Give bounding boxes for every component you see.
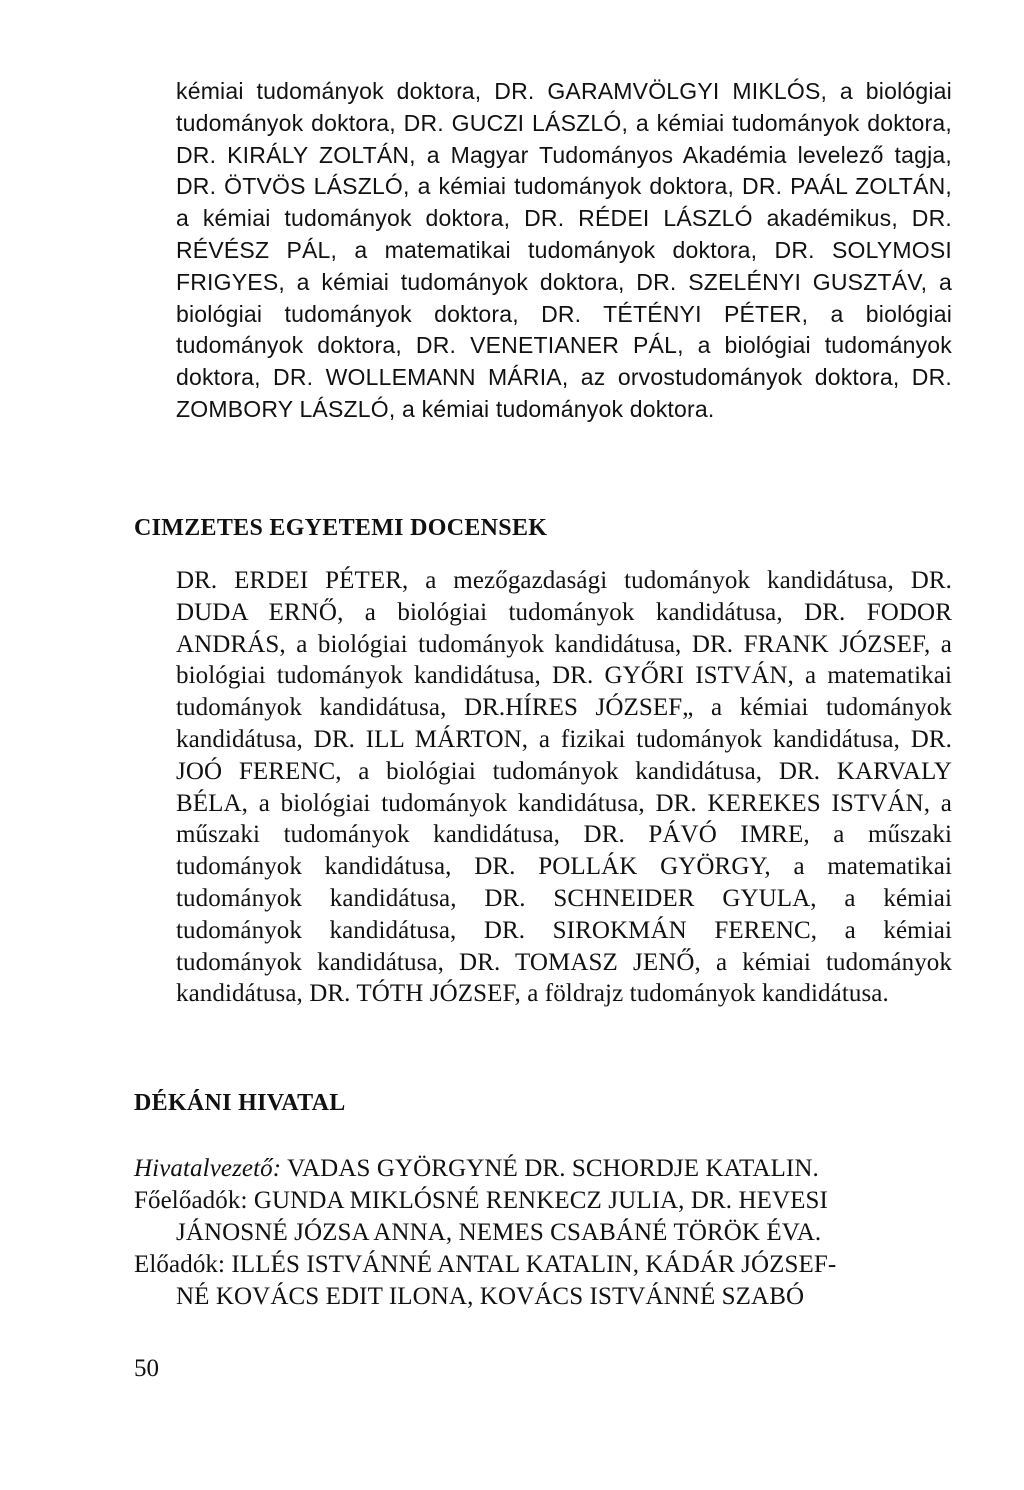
section-heading-cimzetes-egyetemi-docensek: CIMZETES EGYETEMI DOCENSEK [134,515,548,541]
doctors-list-paragraph: kémiai tudományok doktora, DR. GARAMVÖLGYI MIKLÓS, a biológiai tudományok doktora, DR. GUCZI LÁSZLÓ, a kémiai tudományok doktora, DR. KIRÁLY ZOLTÁN, a Magyar Tudományos Akadémia levelező tagja, DR. ÖTVÖS LÁSZLÓ, a kémiai tudományok doktora, DR. PAÁL ZOLTÁN, a kémiai tudományok doktora, DR. RÉDEI LÁSZLÓ akadémikus, DR. RÉVÉSZ PÁL, a matematikai tudományok doktora, DR. SOLYMOSI FRIGYES, a kémiai tudományok doktora, DR. SZELÉNYI GUSZTÁV, a biológiai tudományok doktora, DR. TÉTÉNYI PÉTER, a biológiai tudományok doktora, DR. VENETIANER PÁL, a biológiai tudományok doktora, DR. WOLLEMANN MÁRIA, az orvostudományok doktora, DR. ZOMBORY LÁSZLÓ, a kémiai tudományok doktora. [176,78,952,422]
section-heading-dekani-hivatal: DÉKÁNI HIVATAL [134,1090,346,1116]
senior-clerks-label: Főelőadók: [134,1187,248,1214]
page-number: 50 [134,1355,159,1382]
clerks-value-line-2: NÉ KOVÁCS EDIT ILONA, KOVÁCS ISTVÁNNÉ SZABÓ [176,1282,805,1310]
docents-list-paragraph: DR. ERDEI PÉTER, a mezőgazdasági tudományok kandidátusa, DR. DUDA ERNŐ, a biológiai tudományok kandidátusa, DR. FODOR ANDRÁS, a biológiai tudományok kandidátusa, DR. FRANK JÓZSEF, a biológiai tudományok kandidátusa, DR. GYŐRI ISTVÁN, a matematikai tudományok kandidátusa, DR.HÍRES JÓZSEF„ a kémiai tudományok kandidátusa, DR. ILL MÁRTON, a fizikai tudományok kandidátusa, DR. JOÓ FERENC, a biológiai tudományok kandidátusa, DR. KARVALY BÉLA, a biológiai tudományok kandidátusa, DR. KEREKES ISTVÁN, a műszaki tudományok kandidátusa, DR. PÁVÓ IMRE, a műszaki tudományok kandidátusa, DR. POLLÁK GYÖRGY, a matematikai tudományok kandidátusa, DR. SCHNEIDER GYULA, a kémiai tudományok kandidátusa, DR. SIROKMÁN FERENC, a kémiai tudományok kandidátusa, DR. TOMASZ JENŐ, a kémiai tudományok kandidátusa, DR. TÓTH JÓZSEF, a földrajz tudományok kandidátusa. [176,567,952,1008]
senior-clerks-value-line-1: GUNDA MIKLÓSNÉ RENKECZ JULIA, DR. HEVESI [253,1187,828,1214]
clerks-entry [134,1249,954,1313]
clerks-label: Előadók: [134,1251,226,1278]
senior-clerks-value-line-2: JÁNOSNÉ JÓZSA ANNA, NEMES CSABÁNÉ TÖRÖK ÉVA. [176,1218,822,1246]
office-head-entry [134,1153,954,1185]
office-head-label: Hivatalvezető: [134,1155,282,1182]
clerks-value-line-1: ILLÉS ISTVÁNNÉ ANTAL KATALIN, KÁDÁR JÓZSEF- [231,1251,837,1278]
senior-clerks-entry [134,1185,954,1249]
office-head-value: VADAS GYÖRGYNÉ DR. SCHORDJE KATALIN. [287,1155,819,1182]
